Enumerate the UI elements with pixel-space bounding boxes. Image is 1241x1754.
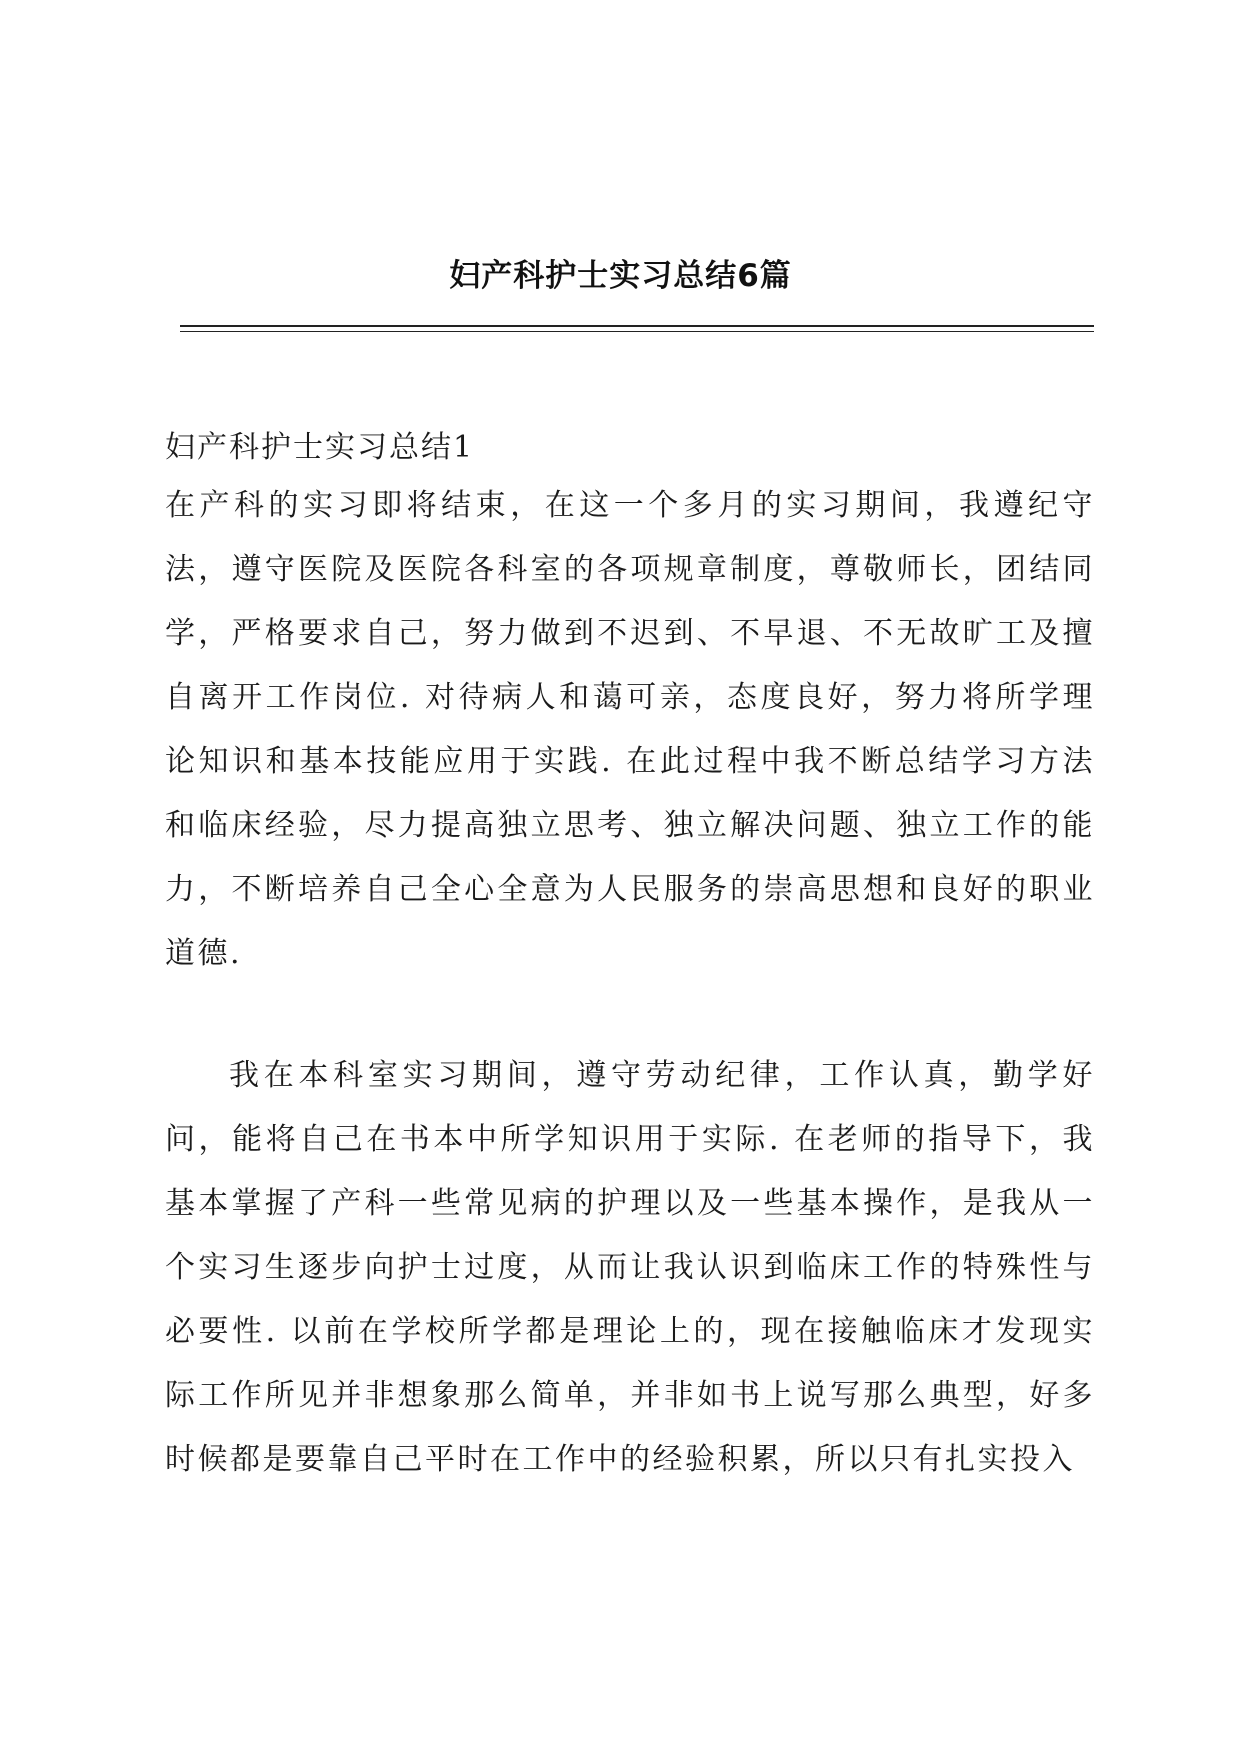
section-heading: 妇产科护士实习总结1 <box>165 430 475 465</box>
title-divider-thick <box>180 325 1094 327</box>
paragraph-1: 在产科的实习即将结束，在这一个多月的实习期间，我遵纪守法，遵守医院及医院各科室的各项规章制度，尊敬师长，团结同学，严格要求自己，努力做到不迟到、不早退、不无故旷工及擅自离开工作岗位. 对待病人和蔼可亲，态度良好，努力将所学理论知识和基本技能应用于实践. 在此过程中我不断总结学习方法和临床经验，尽力提高独立思考、独立解决问题、独立工作的能力，不断培养自己全心全意为人民服务的崇高思想和良好的职业道德. <box>165 488 1095 971</box>
document-title: 妇产科护士实习总结6篇 <box>449 258 792 294</box>
paragraph-2: 我在本科室实习期间，遵守劳动纪律，工作认真，勤学好问，能将自己在书本中所学知识用于实际. 在老师的指导下，我基本掌握了产科一些常见病的护理以及一些基本操作，是我从一个实习生逐步向护士过度，从而让我认识到临床工作的特殊性与必要性. 以前在学校所学都是理论上的，现在接触临床才发现实际工作所见并非想象那么简单，并非如书上说写那么典型，好多时候都是要靠自己平时在工作中的经验积累，所以只有扎实投入 <box>165 1058 1095 1477</box>
document-body <box>165 418 1095 1492</box>
title-divider-thin <box>180 331 1094 332</box>
